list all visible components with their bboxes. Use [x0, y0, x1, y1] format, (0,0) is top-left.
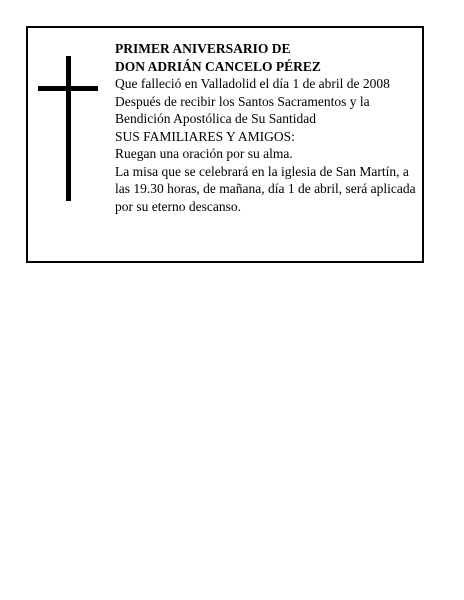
- notice-prayer-line: Ruegan una oración por su alma.: [115, 146, 293, 161]
- cross-horizontal-bar: [38, 86, 98, 91]
- notice-heading-name: DON ADRIÁN CANCELO PÉREZ: [115, 58, 321, 74]
- cross-icon: [38, 56, 98, 201]
- notice-sacraments-line-2: Bendición Apostólica de Su Santidad: [115, 111, 316, 126]
- notice-death-line: Que falleció en Valladolid el día 1 de abril de 2008: [115, 76, 390, 91]
- notice-mass-paragraph: La misa que se celebrará en la iglesia de San Martín, a las 19.30 horas, de mañana, día 1 de abril, será aplicada por su eterno descanso.: [115, 163, 416, 214]
- cross-vertical-bar: [66, 56, 71, 201]
- notice-heading-anniversary: PRIMER ANIVERSARIO DE: [115, 41, 291, 56]
- obituary-notice: [26, 26, 424, 263]
- notice-text: [115, 40, 419, 215]
- notice-sacraments-line-1: Después de recibir los Santos Sacramentos y la: [115, 93, 370, 109]
- notice-family-line: SUS FAMILIARES Y AMIGOS:: [115, 128, 295, 144]
